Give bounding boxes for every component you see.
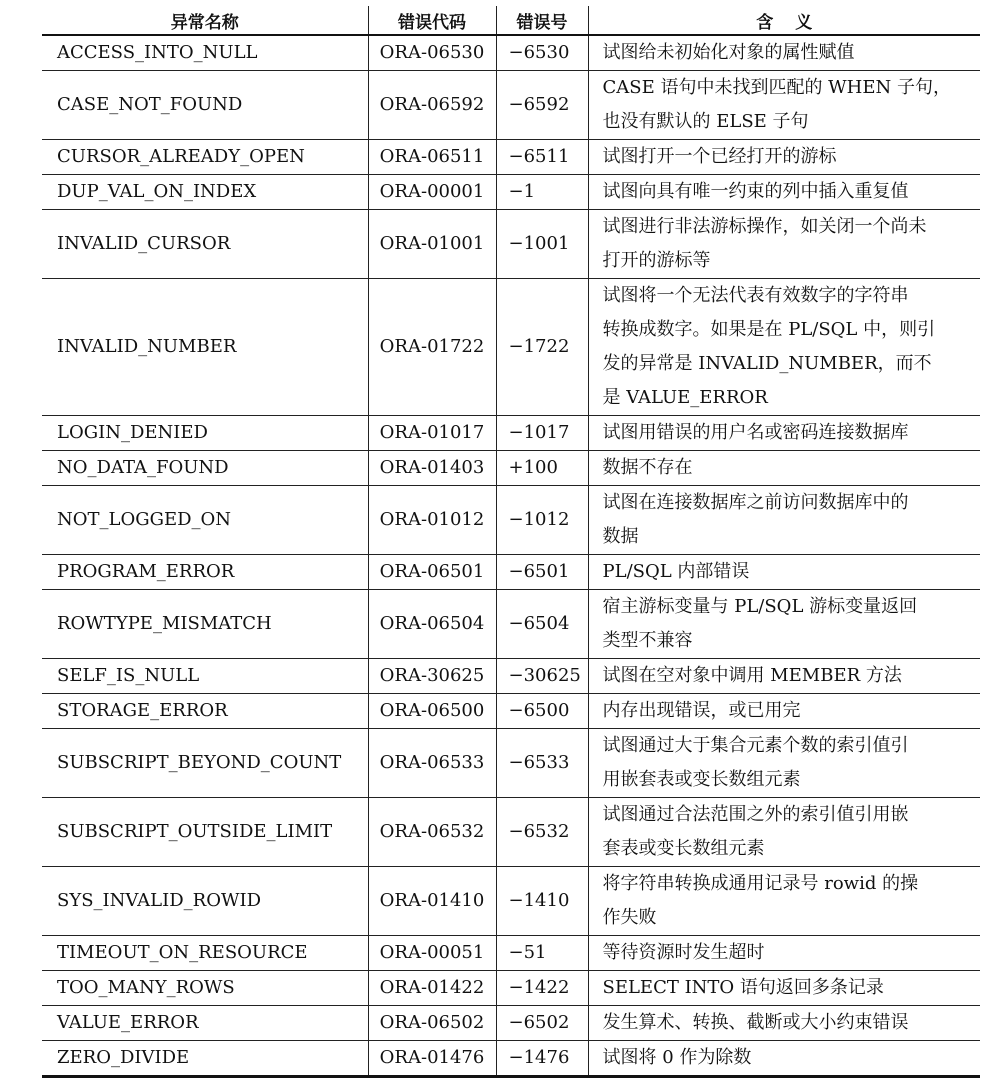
exception-name-cell: INVALID_NUMBER [42, 279, 368, 416]
error-number-cell: −6533 [496, 729, 588, 798]
table-row [42, 1041, 980, 1077]
exception-name-cell: DUP_VAL_ON_INDEX [42, 175, 368, 210]
error-code-cell: ORA-06530 [368, 35, 496, 71]
meaning-line: PL/SQL 内部错误 [602, 561, 750, 582]
meaning-line: 试图进行非法游标操作，如关闭一个尚未 [602, 216, 927, 237]
meaning-cell [588, 35, 980, 71]
meaning-line: 也没有默认的 ELSE 子句 [602, 111, 809, 132]
error-number-cell: −6530 [496, 35, 588, 71]
meaning-line: 试图通过合法范围之外的索引值引用嵌 [602, 804, 909, 825]
meaning-cell [588, 279, 980, 416]
error-number-cell: −1017 [496, 416, 588, 451]
table-row [42, 210, 980, 279]
meaning-line: 将字符串转换成通用记录号 rowid 的操 [602, 873, 919, 894]
error-number-cell: −1476 [496, 1041, 588, 1077]
meaning-line: SELECT INTO 语句返回多条记录 [602, 977, 884, 998]
table-row [42, 659, 980, 694]
exception-name-cell: TOO_MANY_ROWS [42, 971, 368, 1006]
table-row [42, 35, 980, 71]
error-number-cell: −1 [496, 175, 588, 210]
header-meaning: 含义 [588, 6, 980, 35]
table-row [42, 590, 980, 659]
exception-name-cell: VALUE_ERROR [42, 1006, 368, 1041]
meaning-cell [588, 1006, 980, 1041]
meaning-line: 内存出现错误，或已用完 [602, 700, 801, 721]
table-header-row [42, 6, 980, 35]
exception-name-cell: LOGIN_DENIED [42, 416, 368, 451]
header-number: 错误号 [496, 6, 588, 35]
meaning-cell [588, 1041, 980, 1077]
table-row [42, 694, 980, 729]
meaning-line: 试图将 0 作为除数 [602, 1047, 752, 1068]
meaning-line: 套表或变长数组元素 [602, 838, 765, 859]
meaning-line: 发生算术、转换、截断或大小约束错误 [602, 1012, 909, 1033]
meaning-line: 数据不存在 [602, 457, 693, 478]
error-code-cell: ORA-00001 [368, 175, 496, 210]
exception-name-cell: NOT_LOGGED_ON [42, 486, 368, 555]
error-code-cell: ORA-06511 [368, 140, 496, 175]
error-code-cell: ORA-06592 [368, 71, 496, 140]
meaning-cell [588, 486, 980, 555]
exception-table [42, 6, 980, 1078]
error-number-cell: −51 [496, 936, 588, 971]
table-row [42, 867, 980, 936]
table-row [42, 71, 980, 140]
meaning-cell [588, 71, 980, 140]
table-row [42, 971, 980, 1006]
error-code-cell: ORA-01017 [368, 416, 496, 451]
meaning-cell [588, 210, 980, 279]
error-number-cell: −6511 [496, 140, 588, 175]
table-row [42, 729, 980, 798]
error-number-cell: −30625 [496, 659, 588, 694]
error-number-cell: −6501 [496, 555, 588, 590]
error-code-cell: ORA-06502 [368, 1006, 496, 1041]
meaning-line: CASE 语句中未找到匹配的 WHEN 子句， [602, 77, 951, 98]
exception-table-container [42, 6, 980, 1078]
table-row [42, 279, 980, 416]
table-row [42, 1006, 980, 1041]
error-code-cell: ORA-30625 [368, 659, 496, 694]
meaning-line: 试图将一个无法代表有效数字的字符串 [602, 285, 909, 306]
error-code-cell: ORA-01012 [368, 486, 496, 555]
meaning-line: 打开的游标等 [602, 250, 711, 271]
error-code-cell: ORA-06501 [368, 555, 496, 590]
meaning-line: 是 VALUE_ERROR [602, 387, 768, 408]
exception-name-cell: CASE_NOT_FOUND [42, 71, 368, 140]
error-code-cell: ORA-01422 [368, 971, 496, 1006]
exception-name-cell: NO_DATA_FOUND [42, 451, 368, 486]
table-row [42, 451, 980, 486]
meaning-line: 试图在空对象中调用 MEMBER 方法 [602, 665, 902, 686]
error-code-cell: ORA-01410 [368, 867, 496, 936]
meaning-line: 宿主游标变量与 PL/SQL 游标变量返回 [602, 596, 918, 617]
exception-name-cell: SUBSCRIPT_OUTSIDE_LIMIT [42, 798, 368, 867]
error-number-cell: −6504 [496, 590, 588, 659]
error-number-cell: −6502 [496, 1006, 588, 1041]
exception-name-cell: TIMEOUT_ON_RESOURCE [42, 936, 368, 971]
error-code-cell: ORA-06532 [368, 798, 496, 867]
table-row [42, 936, 980, 971]
header-code: 错误代码 [368, 6, 496, 35]
exception-name-cell: ACCESS_INTO_NULL [42, 35, 368, 71]
exception-name-cell: ZERO_DIVIDE [42, 1041, 368, 1077]
error-code-cell: ORA-01001 [368, 210, 496, 279]
exception-name-cell: CURSOR_ALREADY_OPEN [42, 140, 368, 175]
table-row [42, 486, 980, 555]
meaning-line: 等待资源时发生超时 [602, 942, 765, 963]
meaning-cell [588, 971, 980, 1006]
error-number-cell: −6532 [496, 798, 588, 867]
error-code-cell: ORA-00051 [368, 936, 496, 971]
table-row [42, 175, 980, 210]
meaning-cell [588, 555, 980, 590]
error-code-cell: ORA-01403 [368, 451, 496, 486]
meaning-line: 试图在连接数据库之前访问数据库中的 [602, 492, 909, 513]
exception-name-cell: ROWTYPE_MISMATCH [42, 590, 368, 659]
error-code-cell: ORA-06504 [368, 590, 496, 659]
meaning-cell [588, 798, 980, 867]
meaning-cell [588, 936, 980, 971]
meaning-line: 用嵌套表或变长数组元素 [602, 769, 801, 790]
meaning-cell [588, 590, 980, 659]
error-code-cell: ORA-06500 [368, 694, 496, 729]
meaning-cell [588, 729, 980, 798]
meaning-line: 作失败 [602, 907, 657, 928]
meaning-cell [588, 694, 980, 729]
table-body [42, 35, 980, 1077]
meaning-line: 试图打开一个已经打开的游标 [602, 146, 837, 167]
error-number-cell: −1422 [496, 971, 588, 1006]
meaning-cell [588, 867, 980, 936]
meaning-cell [588, 416, 980, 451]
error-number-cell: +100 [496, 451, 588, 486]
meaning-line: 类型不兼容 [602, 630, 693, 651]
error-number-cell: −1012 [496, 486, 588, 555]
meaning-line: 发的异常是 INVALID_NUMBER，而不 [602, 353, 932, 374]
table-row [42, 416, 980, 451]
meaning-line: 试图给未初始化对象的属性赋值 [602, 42, 855, 63]
exception-name-cell: PROGRAM_ERROR [42, 555, 368, 590]
meaning-cell [588, 659, 980, 694]
meaning-line: 转换成数字。如果是在 PL/SQL 中，则引 [602, 319, 936, 340]
exception-name-cell: INVALID_CURSOR [42, 210, 368, 279]
meaning-line: 数据 [602, 526, 639, 547]
error-code-cell: ORA-06533 [368, 729, 496, 798]
header-name: 异常名称 [42, 6, 368, 35]
meaning-line: 试图用错误的用户名或密码连接数据库 [602, 422, 909, 443]
error-number-cell: −1410 [496, 867, 588, 936]
meaning-line: 试图通过大于集合元素个数的索引值引 [602, 735, 909, 756]
error-number-cell: −1722 [496, 279, 588, 416]
exception-name-cell: SUBSCRIPT_BEYOND_COUNT [42, 729, 368, 798]
meaning-cell [588, 140, 980, 175]
error-number-cell: −6592 [496, 71, 588, 140]
error-number-cell: −6500 [496, 694, 588, 729]
error-number-cell: −1001 [496, 210, 588, 279]
exception-name-cell: SELF_IS_NULL [42, 659, 368, 694]
meaning-cell [588, 175, 980, 210]
table-row [42, 798, 980, 867]
error-code-cell: ORA-01476 [368, 1041, 496, 1077]
table-row [42, 555, 980, 590]
meaning-cell [588, 451, 980, 486]
meaning-line: 试图向具有唯一约束的列中插入重复值 [602, 181, 909, 202]
error-code-cell: ORA-01722 [368, 279, 496, 416]
table-row [42, 140, 980, 175]
exception-name-cell: STORAGE_ERROR [42, 694, 368, 729]
exception-name-cell: SYS_INVALID_ROWID [42, 867, 368, 936]
